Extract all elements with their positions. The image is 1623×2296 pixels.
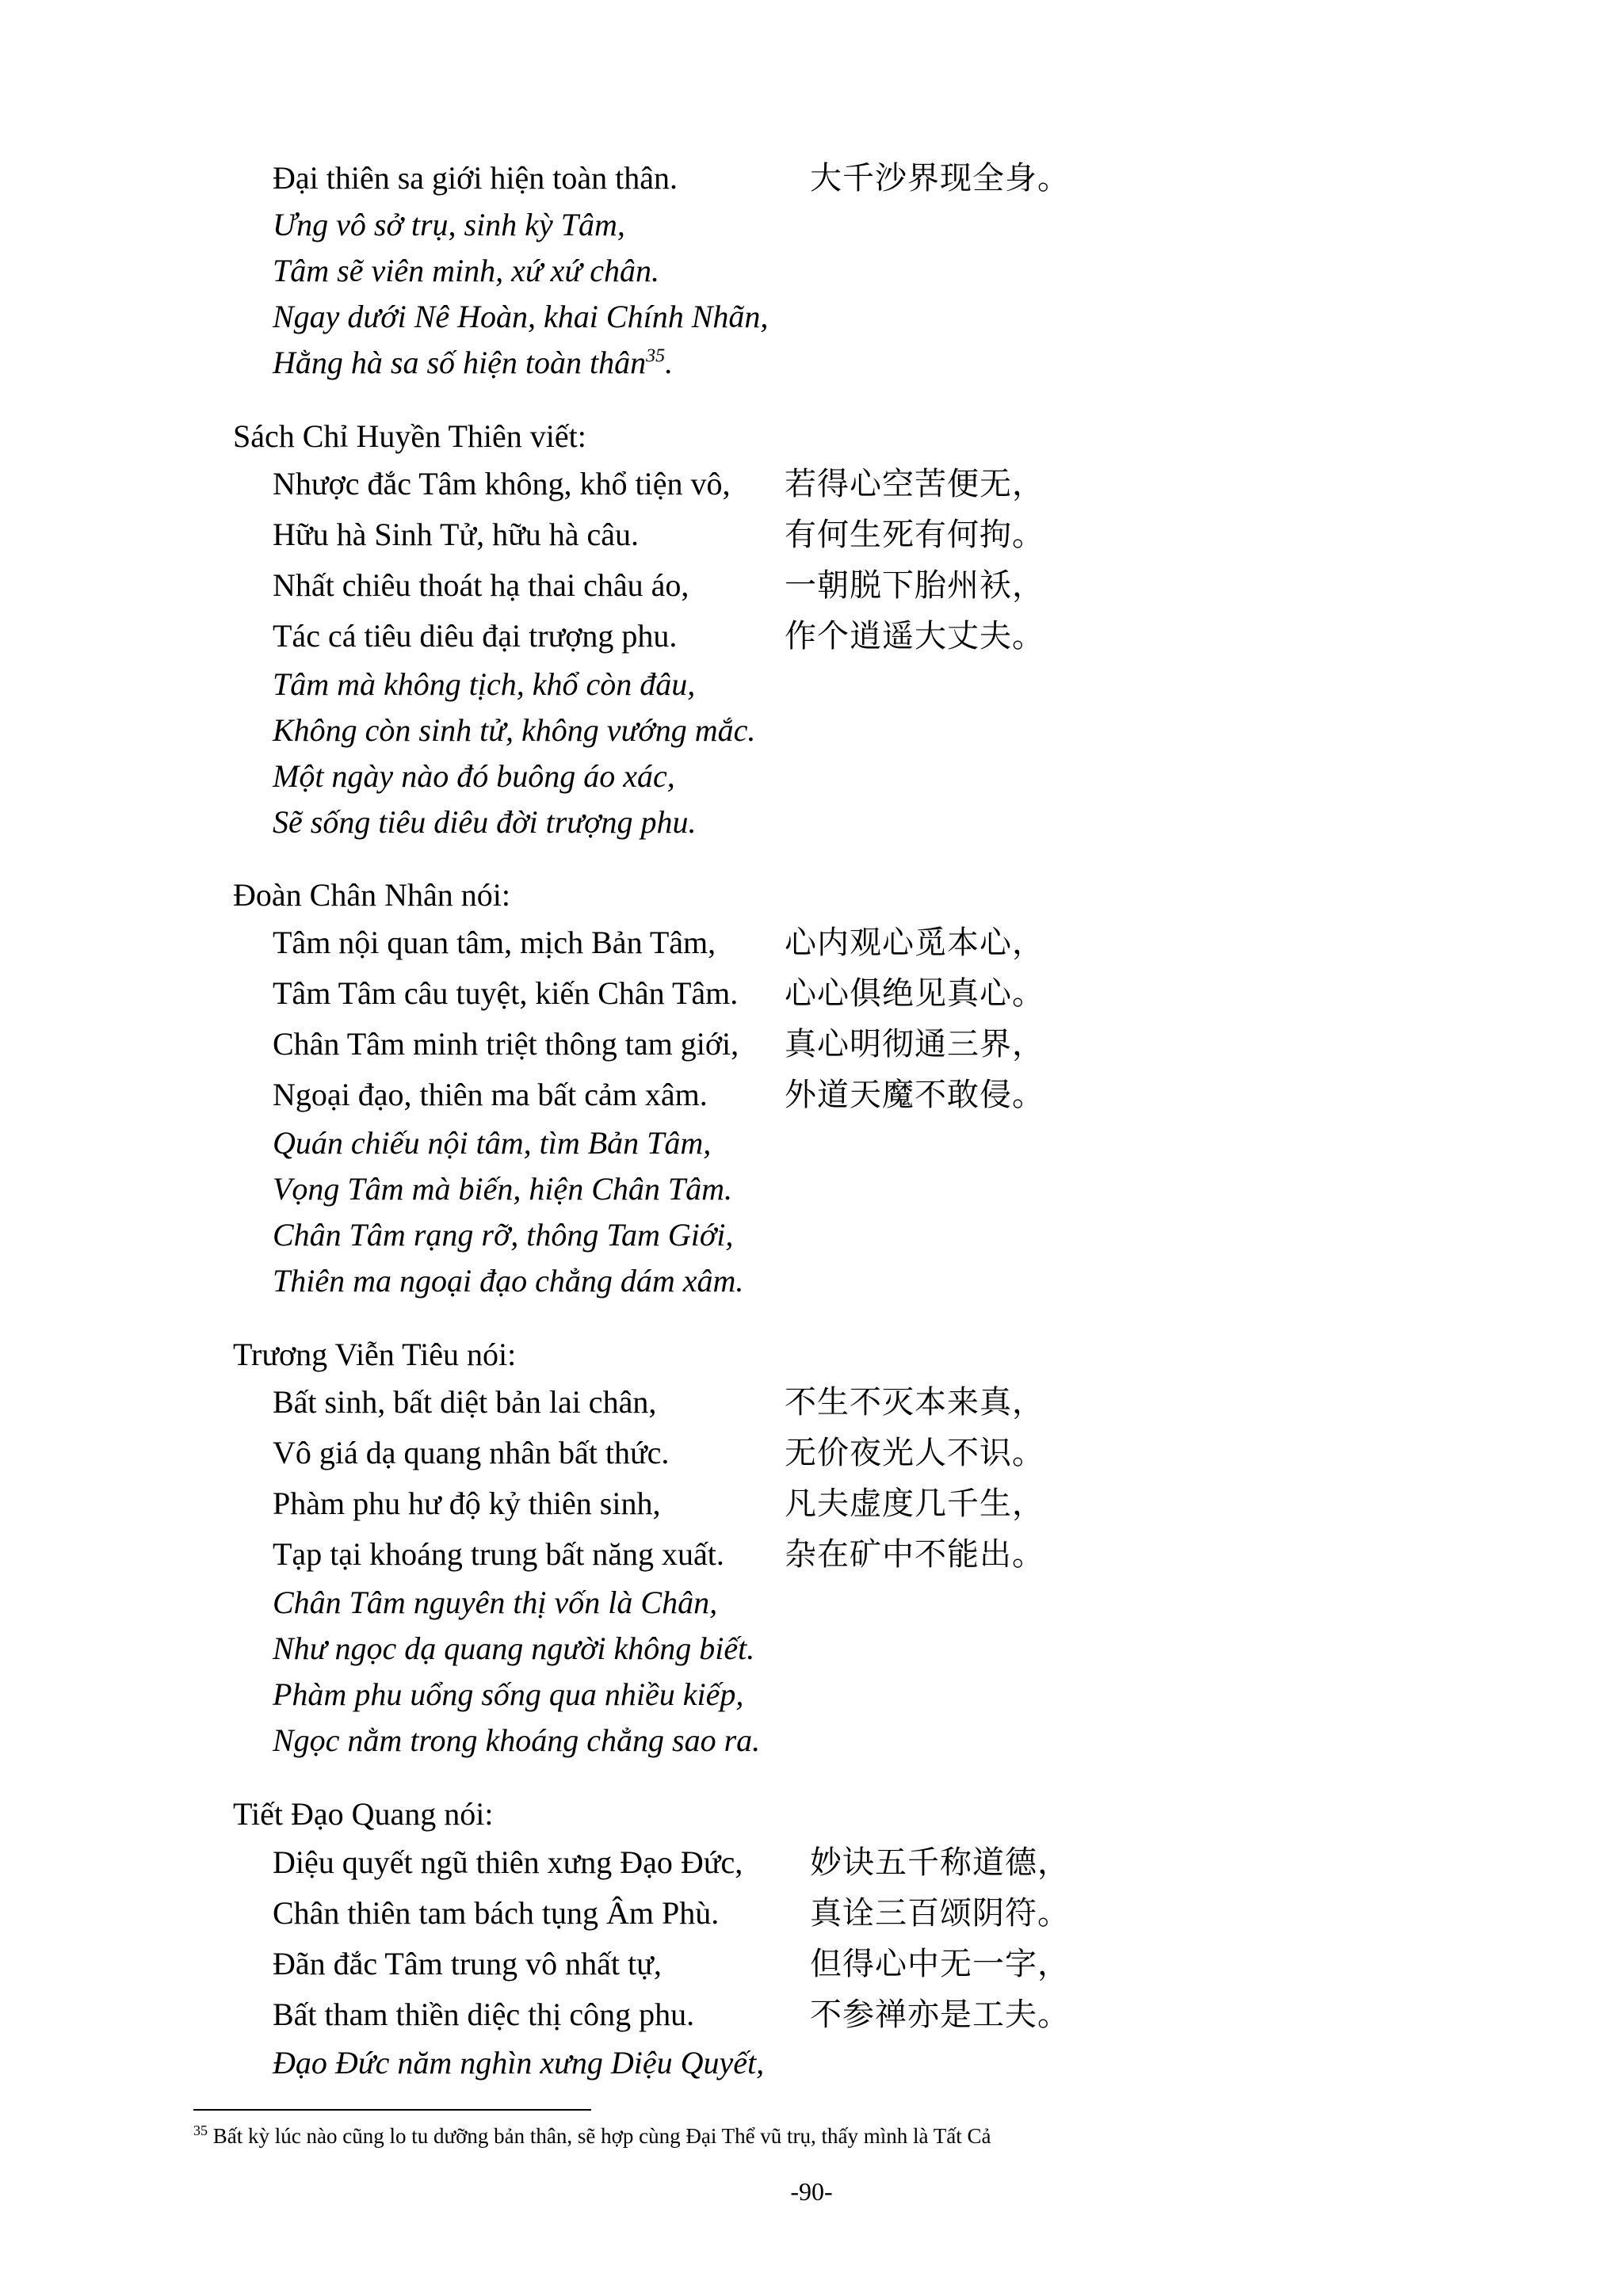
verse-line-chinese: 杂在矿中不能出。 (785, 1536, 1044, 1573)
verse-line-vietnamese: Đãn đắc Tâm trung vô nhất tự, (273, 1946, 662, 1981)
translation-line: Ngọc nằm trong khoáng chẳng sao ra. (273, 1722, 761, 1758)
verse-line-vietnamese: Đại thiên sa giới hiện toàn thân. (273, 160, 678, 196)
verse-line-vietnamese: Phàm phu hư độ kỷ thiên sinh, (273, 1486, 661, 1521)
verse-line-vietnamese: Ngoại đạo, thiên ma bất cảm xâm. (273, 1077, 708, 1112)
section-heading: Đoàn Chân Nhân nói: (233, 877, 510, 913)
verse-line-chinese: 妙诀五千称道德， (810, 1844, 1070, 1881)
translation-line: Một ngày nào đó buông áo xác, (273, 758, 675, 794)
section-heading: Sách Chỉ Huyền Thiên viết: (233, 418, 586, 454)
verse-line-vietnamese: Nhược đắc Tâm không, khổ tiện vô, (273, 466, 731, 502)
translation-line: Như ngọc dạ quang người không biết. (273, 1630, 755, 1666)
translation-line: Không còn sinh tử, không vướng mắc. (273, 712, 756, 748)
verse-line-chinese: 大千沙界现全身。 (810, 160, 1070, 196)
verse-line-vietnamese: Chân thiên tam bách tụng Âm Phù. (273, 1895, 720, 1931)
footnote-divider (193, 2109, 591, 2111)
verse-line-chinese: 不生不灭本来真， (785, 1384, 1044, 1421)
translation-line: Thiên ma ngoại đạo chẳng dám xâm. (273, 1263, 744, 1299)
verse-line-chinese: 心心俱绝见真心。 (785, 975, 1044, 1012)
footnote-number: 35 (193, 2122, 208, 2138)
verse-line-vietnamese: Bất sinh, bất diệt bản lai chân, (273, 1384, 657, 1420)
footnote-text: Bất kỳ lúc nào cũng lo tu dưỡng bản thân, sẽ hợp cùng Đại Thể vũ trụ, thấy mình là Tất Cả (212, 2124, 991, 2148)
translation-line: Phàm phu uổng sống qua nhiều kiếp, (273, 1676, 744, 1712)
section-heading: Trương Viễn Tiêu nói: (233, 1337, 517, 1372)
verse-line-vietnamese: Hữu hà Sinh Tử, hữu hà câu. (273, 517, 640, 552)
verse-line-chinese: 真诠三百颂阴符。 (810, 1895, 1070, 1932)
verse-line-chinese: 不参禅亦是工夫。 (810, 1997, 1070, 2033)
translation-line: Ngay dưới Nê Hoàn, khai Chính Nhãn, (273, 299, 769, 334)
translation-line: Chân Tâm nguyên thị vốn là Chân, (273, 1585, 718, 1620)
translation-line: Quán chiếu nội tâm, tìm Bản Tâm, (273, 1125, 712, 1161)
translation-line: Sẽ sống tiêu diêu đời trượng phu. (273, 804, 697, 840)
verse-line-chinese: 真心明彻通三界， (785, 1026, 1044, 1062)
verse-line-vietnamese: Diệu quyết ngũ thiên xưng Đạo Đức, (273, 1844, 743, 1880)
verse-line-vietnamese: Bất tham thiền diệc thị công phu. (273, 1997, 695, 2032)
translation-line: Tâm mà không tịch, khổ còn đâu, (273, 666, 696, 702)
translation-line: Đạo Đức năm nghìn xưng Diệu Quyết, (273, 2045, 765, 2081)
verse-line-chinese: 但得心中无一字， (810, 1946, 1070, 1982)
verse-line-chinese: 有何生死有何拘。 (785, 517, 1044, 553)
verse-line-vietnamese: Tâm Tâm câu tuyệt, kiến Chân Tâm. (273, 975, 739, 1011)
translation-line: Vọng Tâm mà biến, hiện Chân Tâm. (273, 1171, 732, 1207)
translation-line: Hằng hà sa số hiện toàn thân$^{35}$. (273, 345, 674, 380)
verse-line-chinese: 一朝脱下胎州袄， (785, 567, 1044, 604)
translation-line: Tâm sẽ viên minh, xứ xứ chân. (273, 253, 659, 288)
verse-line-vietnamese: Nhất chiêu thoát hạ thai châu áo, (273, 567, 689, 603)
footnote (193, 2120, 991, 2152)
verse-line-vietnamese: Tâm nội quan tâm, mịch Bản Tâm, (273, 925, 716, 960)
page-number: -90- (790, 2177, 833, 2206)
verse-line-chinese: 若得心空苦便无， (785, 466, 1044, 502)
verse-line-chinese: 作个逍遥大丈夫。 (785, 618, 1044, 654)
footnote-reference[interactable]: 35 (646, 345, 666, 367)
verse-line-vietnamese: Tạp tại khoáng trung bất năng xuất. (273, 1536, 724, 1572)
verse-line-vietnamese: Vô giá dạ quang nhân bất thức. (273, 1435, 670, 1470)
translation-line: Ưng vô sở trụ, sinh kỳ Tâm, (273, 207, 625, 242)
verse-line-vietnamese: Chân Tâm minh triệt thông tam giới, (273, 1026, 739, 1062)
verse-line-chinese: 凡夫虚度几千生， (785, 1486, 1044, 1522)
verse-line-chinese: 心内观心觅本心， (785, 925, 1044, 961)
verse-line-chinese: 外道天魔不敢侵。 (785, 1077, 1044, 1113)
section-heading: Tiết Đạo Quang nói: (233, 1796, 494, 1832)
verse-line-chinese: 无价夜光人不识。 (785, 1435, 1044, 1471)
translation-line: Chân Tâm rạng rỡ, thông Tam Giới, (273, 1217, 734, 1253)
verse-line-vietnamese: Tác cá tiêu diêu đại trượng phu. (273, 618, 678, 654)
